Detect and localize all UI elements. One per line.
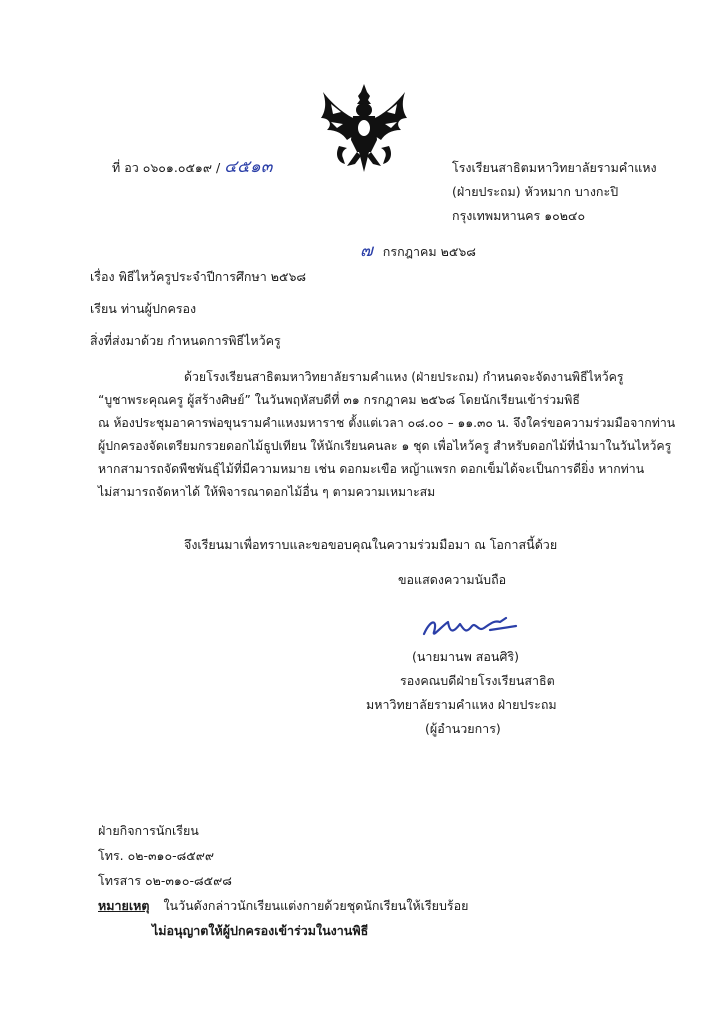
- body-line-5: หากสามารถจัดพืชพันธุ์ไม้ที่มีความหมาย เช่น ดอกมะเขือ หญ้าแพรก ดอกเข็มได้จะเป็นการดียิ่ง หากท่าน: [98, 462, 645, 476]
- garuda-emblem-icon: [317, 82, 411, 174]
- sender-address-line-2: (ฝ่ายประถม) หัวหมาก บางกะปิ: [452, 184, 619, 199]
- letter-date: [360, 242, 476, 261]
- body-line-1: ด้วยโรงเรียนสาธิตมหาวิทยาลัยรามคำแหง (ฝ่ายประถม) กำหนดจะจัดงานพิธีไหว้ครู: [184, 370, 624, 384]
- letter-salutation: เรียน ท่านผู้ปกครอง: [90, 301, 197, 316]
- signer-name: (นายมานพ สอนศิริ): [412, 649, 519, 664]
- letter-subject: เรื่อง พิธีไหว้ครูประจำปีการศึกษา ๒๕๖๘: [90, 269, 307, 284]
- phone-number: โทร. ๐๒-๓๑๐-๘๕๙๙: [98, 848, 215, 863]
- body-line-3: ณ ห้องประชุมอาคารพ่อขุนรามคำแหงมหาราช ตั้งแต่เวลา ๐๘.๐๐ – ๑๑.๓๐ น. จึงใคร่ขอความร่วมมือจากท่าน: [98, 416, 676, 430]
- sender-address-line-3: กรุงเทพมหานคร ๑๐๒๔๐: [452, 208, 586, 223]
- sender-address-line-1: โรงเรียนสาธิตมหาวิทยาลัยรามคำแหง: [452, 160, 657, 175]
- closing-salutation: ขอแสดงความนับถือ: [398, 572, 507, 587]
- note-label: หมายเหตุ: [98, 898, 150, 913]
- reference-number-row: [112, 158, 272, 177]
- note-row: [98, 897, 468, 915]
- note-line-2: ไม่อนุญาตให้ผู้ปกครองเข้าร่วมในงานพิธี: [152, 923, 369, 938]
- fax-number: โทรสาร ๐๒-๓๑๐-๘๕๙๘: [98, 873, 232, 888]
- reference-number: ที่ อว ๐๖๐๑.๐๕๑๙ /: [112, 160, 221, 175]
- signer-title-1: รองคณบดีฝ่ายโรงเรียนสาธิต: [400, 673, 555, 688]
- letter-body: [98, 366, 676, 504]
- signer-title-2: มหาวิทยาลัยรามคำแหง ฝ่ายประถม: [366, 697, 557, 712]
- body-line-2: “บูชาพระคุณครู ผู้สร้างศิษย์” ในวันพฤหัสบดีที่ ๓๑ กรกฎาคม ๒๕๖๘ โดยนักเรียนเข้าร่วมพิธี: [98, 393, 580, 407]
- note-line-1: ในวันดังกล่าวนักเรียนแต่งกายด้วยชุดนักเรียนให้เรียบร้อย: [163, 898, 469, 913]
- date-month-year: กรกฎาคม ๒๕๖๘: [382, 244, 476, 259]
- closing-paragraph: จึงเรียนมาเพื่อทราบและขอขอบคุณในความร่วมมือมา ณ โอกาสนี้ด้วย: [184, 537, 558, 552]
- body-line-6: ไม่สามารถจัดหาได้ ให้พิจารณาดอกไม้อื่น ๆ ตามความเหมาะสม: [98, 485, 436, 499]
- letter-enclosure: สิ่งที่ส่งมาด้วย กำหนดการพิธีไหว้ครู: [90, 333, 281, 348]
- signer-title-3: (ผู้อำนวยการ): [425, 721, 501, 736]
- reference-number-handwritten: ๔๕๑๓: [224, 157, 273, 177]
- signature-icon: [420, 612, 520, 642]
- body-line-4: ผู้ปกครองจัดเตรียมกรวยดอกไม้ธูปเทียน ให้นักเรียนคนละ ๑ ชุด เพื่อไหว้ครู สำหรับดอกไม้ที่นำมาในวันไหว้ครู: [98, 439, 672, 453]
- department: ฝ่ายกิจการนักเรียน: [98, 823, 199, 838]
- date-day-handwritten: ๗: [360, 241, 373, 261]
